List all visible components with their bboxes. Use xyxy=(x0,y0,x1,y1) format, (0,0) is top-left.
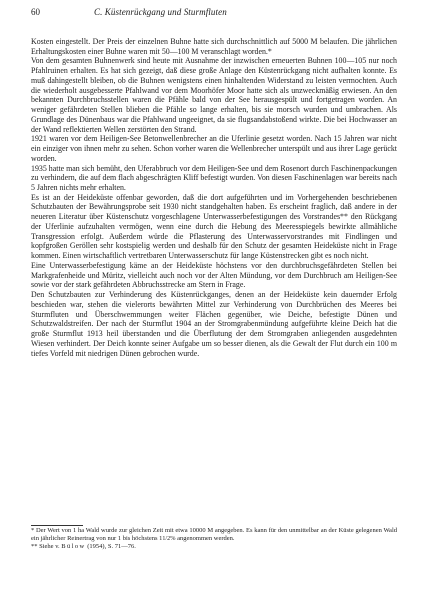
paragraph: Es ist an der Heideküste offenbar geworden, daß die dort aufgeführten und im Vorhergehenden beschriebenen Schutzbauten der Bewährungsprobe seit 1930 nicht standgehalten haben. Es erscheint fraglich, daß andere in der neueren Literatur über Küstenschutz vorgeschlagene Unterwasserbefestigungen des Vorstrandes** den Rückgang der Uferlinie aufzuhalten vermögen, wenn eine durch die Hebung des Meeresspiegels bewirkte allmähliche Transgression erfolgt. Außerdem würde die Pflasterung des Unterwasservorstrandes mit Findlingen und kopfgroßen Geröllen sehr kostspielig werden und deshalb für den Schutz der gesamten Heideküste nicht in Frage kommen. Einen wirtschaftlich vertretbaren Unterwasserschutz für lange Küstenstrecken gibt es noch nicht. xyxy=(31,192,397,261)
footnote-text: (1954), S. 71—76. xyxy=(85,543,136,551)
footnote xyxy=(31,527,397,543)
footnote-fraction: 1/2 xyxy=(162,536,171,543)
footnote-author: Bülow xyxy=(61,543,86,551)
running-title: C. Küstenrückgang und Sturmfluten xyxy=(94,7,227,17)
page-header xyxy=(31,5,395,19)
paragraph: 1935 hatte man sich bemüht, den Uferabbruch vor dem Heiligen-See und dem Rosenort durch Faschinenpackungen zu verhindern, die auf dem flach abgeschrägten Kliff befestigt wurden. Von diesen Faschinenlagen war bereits nach 5 Jahren nichts mehr erhalten. xyxy=(31,163,397,193)
footnote xyxy=(31,543,397,551)
footnotes xyxy=(31,527,397,552)
paragraph: Den Schutzbauten zur Verhinderung des Küstenrückganges, denen an der Heideküste kein dauernder Erfolg beschieden war, stehen die vielerorts bewährten Mittel zur Verhinderung von Durchbrüchen des Meeres bei Sturmfluten und Überschwemmungen weiter Flächen gegenüber, wie Deiche, befestigte Dünen und Schutzwaldstreifen. Der nach der Sturmflut 1904 an der Stromgrabenmündung aufgeführte kleine Deich hat die große Sturmflut 1913 heil überstanden und die Überflutung der dem Stromgraben anliegenden ausgedehnten Wiesen verhindert. Der Deich konnte seiner Aufgabe um so besser dienen, als die Gewalt der Flut durch ein 100 m tiefes Vorfeld mit niedrigen Dünen gebrochen wurde. xyxy=(31,290,397,358)
footnote-text: % angenommen werden. xyxy=(170,535,235,543)
paragraph: 1921 waren vor dem Heiligen-See Betonwellenbrecher an die Uferlinie gesetzt worden. Nach 15 Jahren war nicht ein einziger von ihnen mehr zu sehen. Schon vorher waren die Wellenbrecher unterspült und aus ihrer Lage gerückt worden. xyxy=(31,134,397,163)
footnote-rule xyxy=(31,525,83,526)
footnote-text: ** Siehe v. xyxy=(31,543,62,551)
paragraph: Eine Unterwasserbefestigung käme an der Heideküste höchstens vor den durchbruchsgefährdeten Stellen bei Markgrafenheide und Müritz, vielleicht auch noch vor der Alten Mündung, vor dem Durchbruch am Heiligen-See sowie vor der stark gefährdeten Abbruchsstrecke am Stern in Frage. xyxy=(31,260,397,290)
paragraph: Von dem gesamten Buhnenwerk sind heute mit Ausnahme der inzwischen erneuerten Buhnen 100—105 nur noch Pfahlruinen erhalten. Es hat sich gezeigt, daß diese große Anlage den Küstenrückgang nicht aufhalten konnte. Es muß dahingestellt bleiben, ob die Buhnen wenigstens einen hinhaltenden Widerstand zu leisten vermochten. Auch die wiederholt ausgebesserte Pfahlwand vor dem Moorhöfer Moor hatte sich als unzweckmäßig erwiesen. An den bekannten Durchbruchsstellen waren die Pfähle bald von der See herausgespült und fortgetragen worden. An weniger gefährdeten Stellen blieben die Pfähle so lange erhalten, bis sie morsch wurden und umbrachen. Als Grundlage des Dünenbaus war die Pfahlwand ungeeignet, da sie flugsandabstoßend wirkte. Die bei Hochwasser an der Wand reflektierten Wellen zerstörten den Strand. xyxy=(31,56,397,134)
paragraph: Kosten eingestellt. Der Preis der einzelnen Buhne hatte sich durchschnittlich auf 5000 M belaufen. Die jährlichen Erhaltungskosten einer Buhne waren mit 50—100 M veranschlagt worden.* xyxy=(31,37,397,56)
body-text xyxy=(31,37,397,358)
page-number: 60 xyxy=(31,7,40,17)
footnote-text: * Der Wert von 1 ha Wald wurde zur gleichen Zeit mit etwa 10000 M angegeben. Es kann für den unmittelbar an der Küste gelegenen Wald ein jährlicher Reinertrag von nur 1 bis höchstens 1 xyxy=(31,527,397,543)
